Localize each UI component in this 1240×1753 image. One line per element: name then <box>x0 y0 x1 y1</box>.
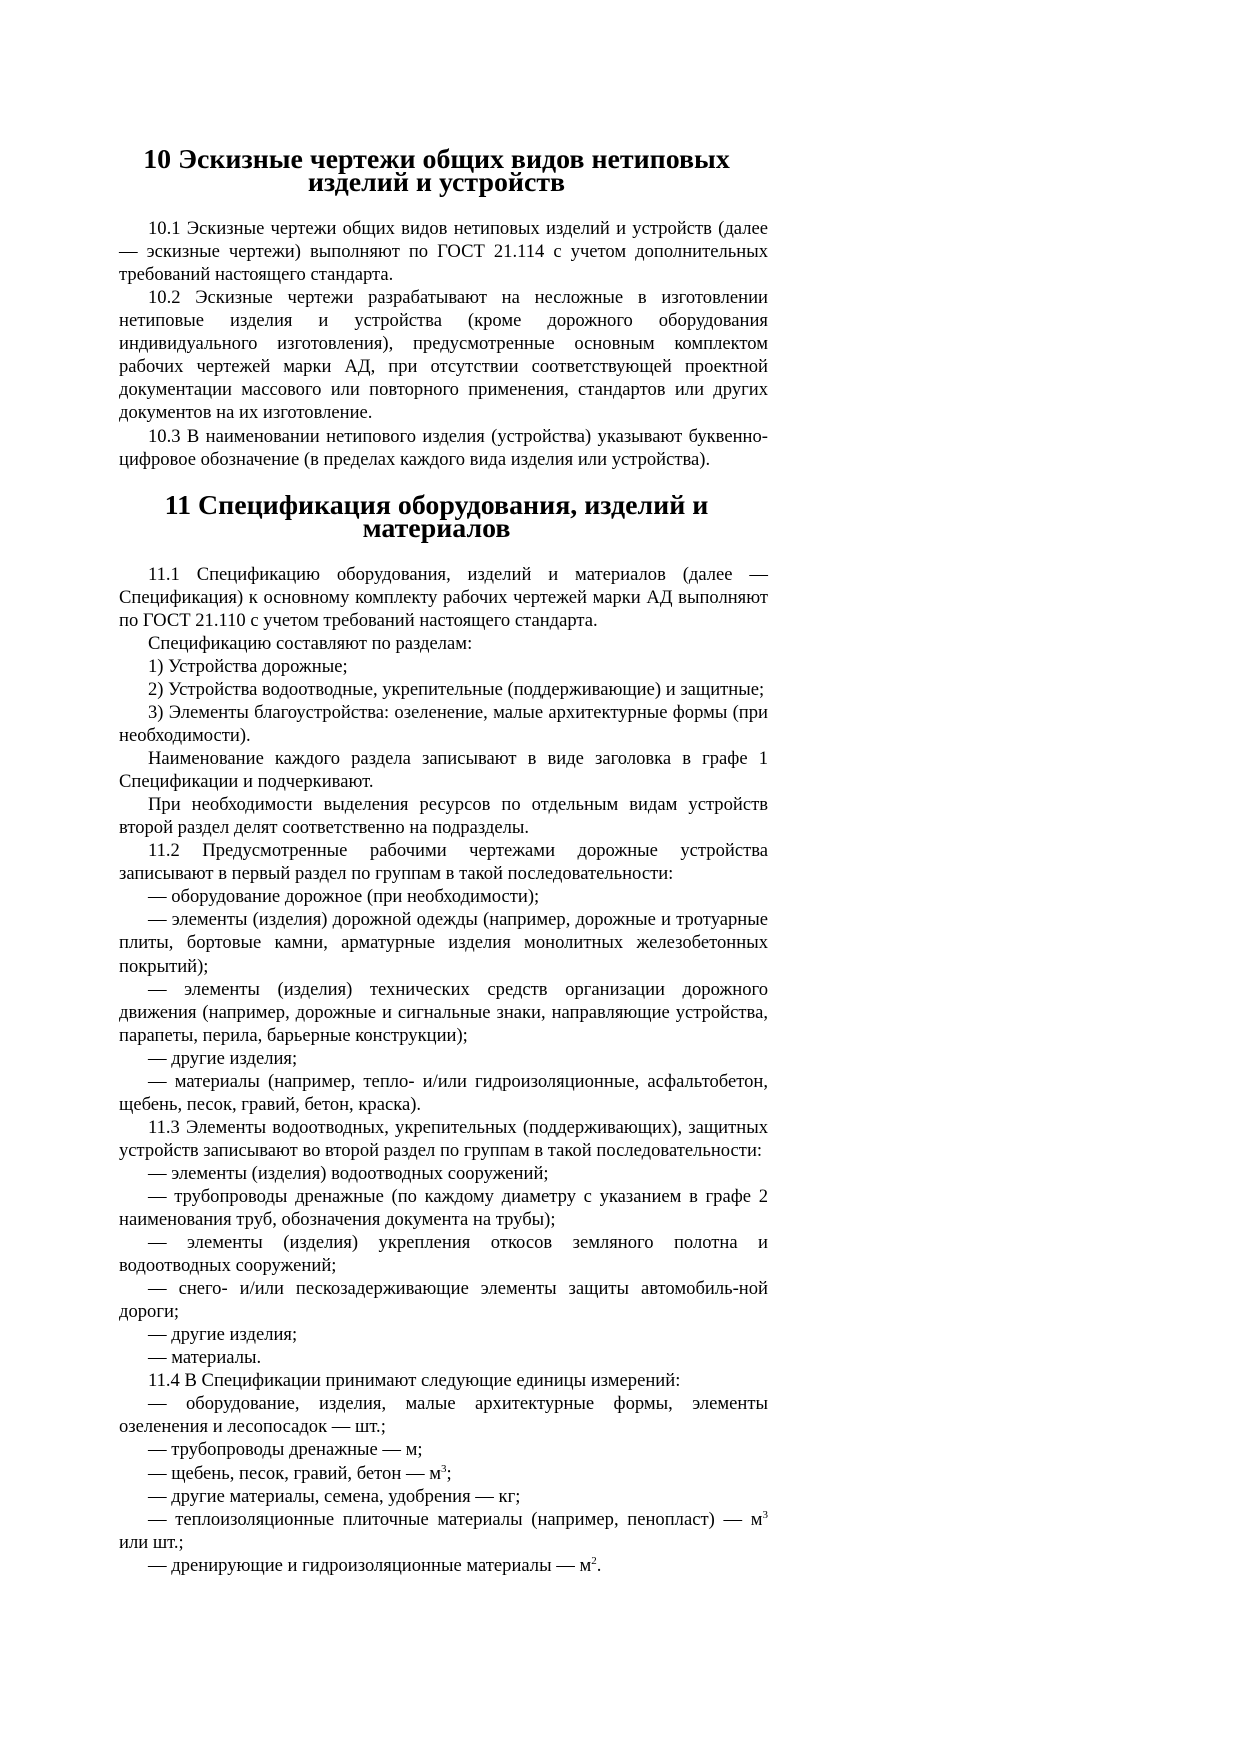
list-item-unit-square-meter <box>119 1554 768 1577</box>
unit-superscript: 3 <box>762 1508 768 1521</box>
paragraph-11-4: 11.4 В Спецификации принимают следующие единицы измерений: <box>148 1370 681 1392</box>
paragraph-10-3: 10.3 В наименовании нетипового изделия (устройства) указывают буквенно-цифровое обозначение (в пределах каждого вида изделия или устройства). <box>119 425 768 470</box>
list-item: — элементы (изделия) укрепления откосов земляного полотна и водоотводных сооружений; <box>119 1232 768 1277</box>
list-item: — оборудование дорожное (при необходимости); <box>148 886 540 908</box>
list-item: — другие изделия; <box>148 1047 298 1069</box>
list-item-section-1: 1) Устройства дорожные; <box>148 655 348 677</box>
section-11-heading: 11 Спецификация оборудования, изделий и материалов <box>164 489 709 544</box>
paragraph-subsections: При необходимости выделения ресурсов по отдельным видам устройств второй раздел делят соответственно на подразделы. <box>119 794 768 839</box>
list-item-section-2: 2) Устройства водоотводные, укрепительные (поддерживающие) и защитные; <box>148 678 765 700</box>
document-page <box>119 144 768 1577</box>
list-item: — элементы (изделия) дорожной одежды (например, дорожные и тротуарные плиты, бортовые камни, арматурные изделия монолитных железобетонных покрытий); <box>119 909 768 977</box>
unit-tail: . <box>596 1554 602 1576</box>
paragraph-sections-intro: Спецификацию составляют по разделам: <box>148 632 473 654</box>
section-10-heading-line-1: 10 Эскизные чертежи общих видов нетиповых <box>143 144 730 175</box>
list-item-unit-kilogram: — другие материалы, семена, удобрения — кг; <box>148 1485 521 1507</box>
paragraph-11-3: 11.3 Элементы водоотводных, укрепительных (поддерживающих), защитных устройств записывают во второй раздел по группам в такой последовательности: <box>119 1116 768 1161</box>
section-10-heading <box>119 144 768 199</box>
paragraph-10-2: 10.2 Эскизные чертежи разрабатывают на несложные в изготовлении нетиповые изделия и устройства (кроме дорожного оборудования индивидуального изготовления), предусмотренные основным комплектом рабочих чертежей марки АД, при отсутствии соответствующей проектной документации массового или повторного применения, стандартов или других документов на их изготовление. <box>119 287 768 424</box>
list-item: — оборудование, изделия, малые архитектурные формы, элементы озеленения и лесопосадок — шт.; <box>119 1393 768 1438</box>
list-item: — другие изделия; <box>148 1324 298 1346</box>
unit-tail: ; <box>446 1462 452 1484</box>
list-item: — элементы (изделия) технических средств организации дорожного движения (например, дорожные и сигнальные знаки, направляющие устройства, парапеты, перила, барьерные конструкции); <box>119 978 768 1046</box>
list-item: — снего- и/или пескозадерживающие элементы защиты автомобиль-ной дороги; <box>119 1278 768 1323</box>
list-item: — трубопроводы дренажные (по каждому диаметру с указанием в графе 2 наименования труб, обозначения документа на трубы); <box>119 1185 768 1231</box>
paragraph-10-1: 10.1 Эскизные чертежи общих видов нетиповых изделий и устройств (далее — эскизные чертежи) выполняют по ГОСТ 21.114 с учетом дополнительных требований настоящего стандарта. <box>119 218 768 286</box>
list-item-section-3: 3) Элементы благоустройства: озеленение, малые архитектурные формы (при необходимости). <box>119 701 768 747</box>
unit-superscript: 2 <box>591 1554 597 1567</box>
unit-superscript: 3 <box>440 1462 447 1475</box>
paragraph-11-2: 11.2 Предусмотренные рабочими чертежами дорожные устройства записывают в первый раздел по группам в такой последовательности: <box>119 840 768 885</box>
list-item-unit-cubic-meter <box>119 1462 768 1485</box>
list-item: — материалы (например, тепло- и/или гидроизоляционные, асфальтобетон, щебень, песок, гравий, бетон, краска). <box>119 1070 768 1115</box>
unit-text: — дренирующие и гидроизоляционные материалы — м <box>148 1554 592 1576</box>
unit-text: — теплоизоляционные плиточные материалы (например, пенопласт) — м <box>148 1508 763 1530</box>
list-item-unit-insulation <box>119 1508 768 1554</box>
list-item: — трубопроводы дренажные — м; <box>148 1439 423 1461</box>
list-item: — элементы (изделия) водоотводных сооружений; <box>148 1162 549 1184</box>
list-item: — материалы. <box>148 1347 262 1369</box>
paragraph-section-titles: Наименование каждого раздела записывают в виде заголовка в графе 1 Спецификации и подчеркивают. <box>119 748 768 793</box>
unit-tail: или шт.; <box>119 1531 184 1553</box>
section-10-heading-line-2: изделий и устройств <box>307 167 566 199</box>
paragraph-11-1: 11.1 Спецификацию оборудования, изделий и материалов (далее — Спецификация) к основному комплекту рабочих чертежей марки АД выполняют по ГОСТ 21.110 с учетом требований настоящего стандарта. <box>119 563 768 631</box>
unit-text: — щебень, песок, гравий, бетон — м <box>148 1462 441 1484</box>
